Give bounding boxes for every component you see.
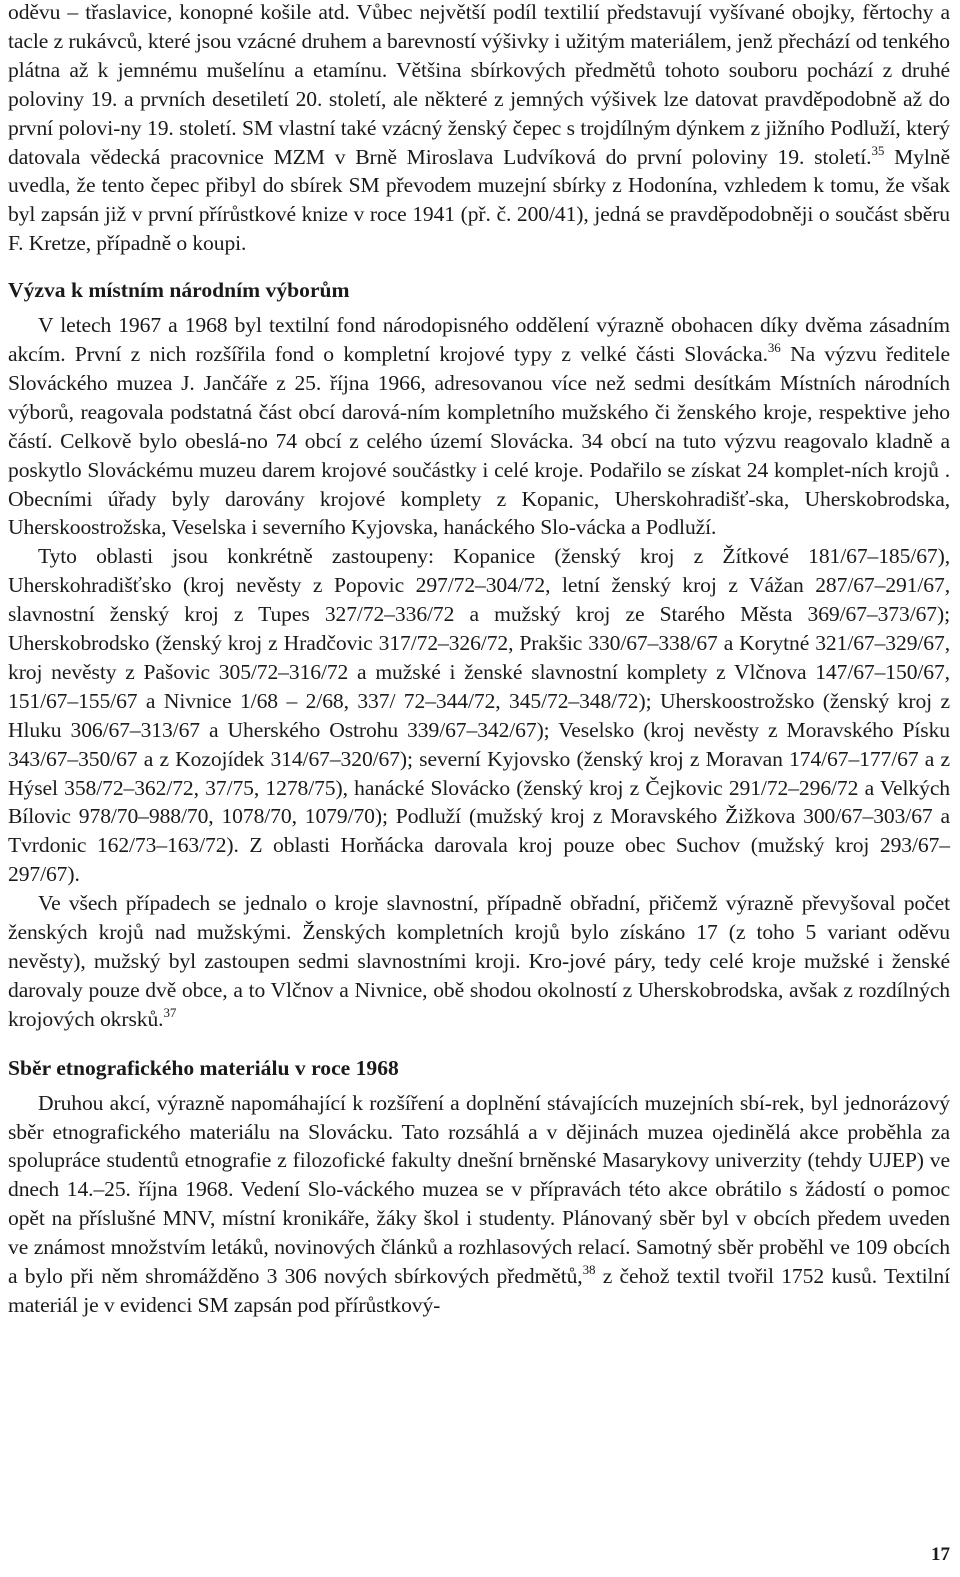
paragraph (8, 0, 950, 258)
footnote-ref[interactable]: 36 (767, 339, 781, 355)
paragraph-text: V letech 1967 a 1968 byl textilní fond národopisného oddělení výrazně obohacen díky dvěma zásadním akcím. První z nich rozšířila fond o kompletní krojové typy z velké části Slovácka. (8, 313, 950, 366)
paragraph (8, 1089, 950, 1320)
section-heading: Sběr etnografického materiálu v roce 1968 (8, 1055, 399, 1080)
paragraph-text: Druhou akcí, výrazně napomáhající k rozšíření a doplnění stávajících muzejních sbí-rek, byl jednorázový sběr etnografického materiálu na Slovácku. Tato rozsáhlá a v dějinách muzea ojedinělá akce proběhla za spolupráce studentů etnografie z filozofické fakulty dnešní brněnské Masarykovy univerzity (tehdy UJEP) ve dnech 14.–25. října 1968. Vedení Slo-váckého muzea se v přípravách této akce obrátilo s žádostí o pomoc opět na příslušné MNV, místní kronikáře, žáky škol i studenty. Plánovaný sběr byl v obcích předem uveden ve známost množstvím letáků, novinových článků a rozhlasových relací. Samotný sběr proběhl ve 109 obcích a bylo při něm shromážděno 3 306 nových sbírkových předmětů, (8, 1090, 950, 1289)
footnote-ref[interactable]: 38 (582, 1262, 596, 1278)
paragraph-text: Ve všech případech se jednalo o kroje slavnostní, případně obřadní, přičemž výrazně převyšoval počet ženských krojů nad mužskými. Ženských kompletních krojů bylo získáno 17 (z toho 5 variant oděvu nevěsty), mužský byl zastoupen sedmi slavnostními kroji. Kro-jové páry, tedy celé kroje mužské i ženské darovaly pouze dvě obce, a to Vlčnov a Nivnice, obě shodou okolností z Uherskobrodska, avšak z rozdílných krojových okrsků. (8, 891, 950, 1031)
document-page (8, 0, 950, 1320)
footnote-ref[interactable]: 35 (871, 142, 885, 158)
section-heading: Výzva k místním národním výborům (8, 278, 350, 303)
paragraph-text: oděvu – třaslavice, konopné košile atd. Vůbec největší podíl textilií představují vyšívané obojky, fěrtochy a tacle z rukávců, které jsou vzácné druhem a barevností výšivky i užitým materiálem, jenž přechází od tenkého plátna až k jemnému mušelínu a etamínu. Většina sbírkových předmětů tohoto souboru pochází z druhé poloviny 19. a prvních desetiletí 20. století, ale některé z jemných výšivek lze datovat pravděpodobně až do první polovi-ny 19. století. SM vlastní také vzácný ženský čepec s trojdílným dýnkem z jižního Podluží, který datovala vědecká pracovnice MZM v Brně Miroslava Ludvíková do první poloviny 19. století. (8, 0, 950, 169)
footnote-ref[interactable]: 37 (163, 1004, 177, 1020)
paragraph-text-tail: z čehož textil tvořil 1752 kusů. Textilní materiál je v evidenci SM zapsán pod přírůstkový- (8, 1264, 950, 1317)
page-number: 17 (931, 1544, 950, 1565)
paragraph-text-tail: Na výzvu ředitele Slováckého muzea J. Jančáře z 25. října 1966, adresovanou více než sedmi desítkám Místních národních výborů, reagovala podstatná část obcí darová-ním kompletního mužského či ženského kroje, respektive jeho částí. Celkově bylo obeslá-no 74 obcí z celého území Slovácka. 34 obcí na tuto výzvu reagovalo kladně a poskytlo Slováckému muzeu darem krojové součástky i celé kroje. Podařilo se získat 24 komplet-ních krojů . Obecními úřady byly darovány krojové komplety z Kopanic, Uherskohradišť-ska, Uherskobrodska, Uherskoostrožska, Veselska i severního Kyjovska, hanáckého Slo-vácka a Podluží. (8, 341, 950, 540)
paragraph (8, 311, 950, 542)
paragraph (8, 542, 950, 889)
paragraph (8, 889, 950, 1034)
paragraph-text-tail: Mylně uvedla, že tento čepec přibyl do sbírek SM převodem muzejní sbírky z Hodonína, vzhledem k tomu, že však byl zapsán již v první přírůstkové knize v roce 1941 (př. č. 200/41), jedná se pravděpodobněji o součást sběru F. Kretze, případně o koupi. (8, 144, 950, 256)
paragraph-text: Tyto oblasti jsou konkrétně zastoupeny: Kopanice (ženský kroj z Žítkové 181/67–185/67), Uherskohradišťsko (kroj nevěsty z Popovic 297/72–304/72, letní ženský kroj z Vážan 287/67–291/67, slavnostní ženský kroj z Tupes 327/72–336/72 a mužský kroj ze Starého Města 369/67–373/67); Uherskobrodsko (ženský kroj z Hradčovic 317/72–326/72, Prakšic 330/67–338/67 a Korytné 321/67–329/67, kroj nevěsty z Pašovic 305/72–316/72 a mužské i ženské slavnostní komplety z Vlčnova 147/67–150/67, 151/67–155/67 a Nivnice 1/68 – 2/68, 337/ 72–344/72, 345/72–348/72); Uherskoostrožsko (ženský kroj z Hluku 306/67–313/67 a Uherského Ostrohu 339/67–342/67); Veselsko (kroj nevěsty z Moravského Písku 343/67–350/67 a z Kozojídek 314/67–320/67); severní Kyjovsko (ženský kroj z Moravan 174/67–177/67 a z Hýsel 358/72–362/72, 37/75, 1278/75), hanácké Slovácko (ženský kroj z Čejkovic 291/72–296/72 a Velkých Bílovic 978/70–988/70, 1078/70, 1079/70); Podluží (mužský kroj z Moravského Žižkova 300/67–303/67 a Tvrdonic 162/73–163/72). Z oblasti Horňácka darovala kroj pouze obec Suchov (mužský kroj 293/67–297/67). (8, 544, 950, 887)
